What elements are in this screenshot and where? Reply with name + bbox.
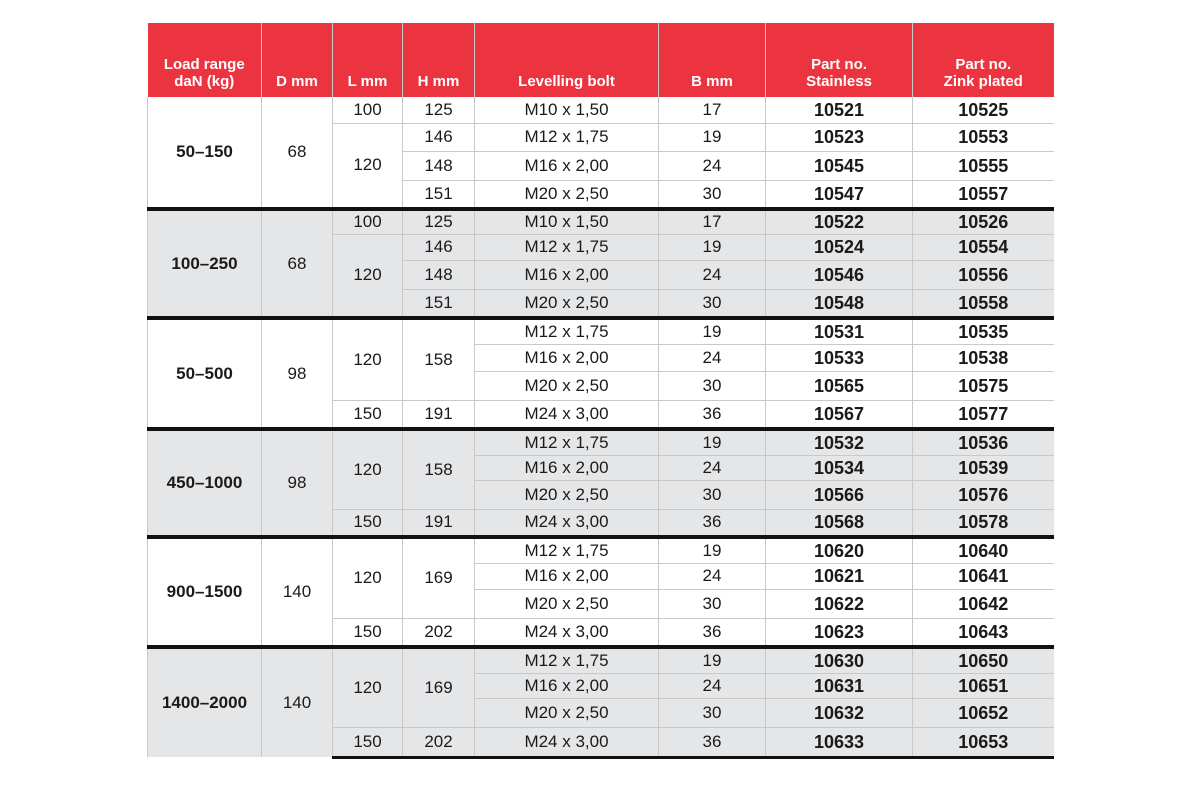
header-b: B mm [659, 23, 766, 97]
b-mm-cell: 36 [659, 618, 766, 647]
part-no-zink-cell: 10526 [913, 209, 1054, 234]
load-range-cell: 1400–2000 [148, 647, 262, 757]
l-mm-cell: 150 [333, 400, 403, 429]
l-mm-cell: 100 [333, 209, 403, 234]
b-mm-cell: 30 [659, 480, 766, 509]
b-mm-cell: 24 [659, 344, 766, 371]
part-no-stainless-cell: 10630 [766, 647, 913, 673]
part-no-stainless-cell: 10532 [766, 429, 913, 455]
b-mm-cell: 30 [659, 371, 766, 400]
part-no-stainless-cell: 10621 [766, 563, 913, 589]
levelling-bolt-cell: M12 x 1,75 [475, 537, 659, 563]
header-row [148, 23, 1054, 97]
b-mm-cell: 19 [659, 537, 766, 563]
b-mm-cell: 36 [659, 400, 766, 429]
part-no-zink-cell: 10578 [913, 509, 1054, 537]
b-mm-cell: 19 [659, 123, 766, 151]
part-no-stainless-cell: 10548 [766, 289, 913, 318]
levelling-bolt-cell: M20 x 2,50 [475, 180, 659, 209]
h-mm-cell: 148 [403, 151, 475, 180]
part-no-stainless-cell: 10632 [766, 698, 913, 727]
header-levelling-bolt: Levelling bolt [475, 23, 659, 97]
load-range-cell: 450–1000 [148, 429, 262, 537]
l-mm-cell: 120 [333, 234, 403, 318]
levelling-bolt-cell: M16 x 2,00 [475, 563, 659, 589]
levelling-bolt-cell: M10 x 1,50 [475, 209, 659, 234]
header-part-zink: Part no. Zink plated [913, 23, 1054, 97]
b-mm-cell: 19 [659, 234, 766, 260]
part-no-stainless-cell: 10522 [766, 209, 913, 234]
part-no-stainless-cell: 10622 [766, 589, 913, 618]
part-no-stainless-cell: 10547 [766, 180, 913, 209]
b-mm-cell: 24 [659, 673, 766, 698]
d-mm-cell: 98 [262, 429, 333, 537]
header-d: D mm [262, 23, 333, 97]
levelling-bolt-cell: M20 x 2,50 [475, 371, 659, 400]
h-mm-cell: 158 [403, 318, 475, 400]
l-mm-cell: 150 [333, 618, 403, 647]
levelling-bolt-cell: M20 x 2,50 [475, 589, 659, 618]
part-no-zink-cell: 10555 [913, 151, 1054, 180]
l-mm-cell: 120 [333, 429, 403, 509]
levelling-bolt-cell: M24 x 3,00 [475, 400, 659, 429]
h-mm-cell: 191 [403, 509, 475, 537]
l-mm-cell: 100 [333, 97, 403, 123]
part-no-stainless-cell: 10533 [766, 344, 913, 371]
part-no-zink-cell: 10556 [913, 260, 1054, 289]
b-mm-cell: 30 [659, 698, 766, 727]
d-mm-cell: 140 [262, 537, 333, 647]
h-mm-cell: 146 [403, 234, 475, 260]
part-no-zink-cell: 10553 [913, 123, 1054, 151]
table-row [148, 537, 1054, 563]
h-mm-cell: 158 [403, 429, 475, 509]
b-mm-cell: 36 [659, 509, 766, 537]
load-range-cell: 50–150 [148, 97, 262, 209]
h-mm-cell: 125 [403, 97, 475, 123]
h-mm-cell: 148 [403, 260, 475, 289]
part-no-stainless-cell: 10633 [766, 727, 913, 757]
table-row [148, 647, 1054, 673]
part-no-stainless-cell: 10568 [766, 509, 913, 537]
part-no-zink-cell: 10641 [913, 563, 1054, 589]
b-mm-cell: 19 [659, 318, 766, 344]
b-mm-cell: 30 [659, 289, 766, 318]
levelling-bolt-cell: M12 x 1,75 [475, 647, 659, 673]
part-no-stainless-cell: 10620 [766, 537, 913, 563]
levelling-bolt-cell: M24 x 3,00 [475, 618, 659, 647]
header-h: H mm [403, 23, 475, 97]
levelling-bolt-cell: M20 x 2,50 [475, 480, 659, 509]
table-row [148, 209, 1054, 234]
b-mm-cell: 30 [659, 589, 766, 618]
part-no-zink-cell: 10536 [913, 429, 1054, 455]
levelling-bolt-cell: M20 x 2,50 [475, 289, 659, 318]
load-range-cell: 900–1500 [148, 537, 262, 647]
spec-table [147, 23, 1054, 759]
part-no-zink-cell: 10558 [913, 289, 1054, 318]
h-mm-cell: 151 [403, 180, 475, 209]
b-mm-cell: 19 [659, 429, 766, 455]
h-mm-cell: 191 [403, 400, 475, 429]
part-no-zink-cell: 10640 [913, 537, 1054, 563]
part-no-zink-cell: 10538 [913, 344, 1054, 371]
part-no-stainless-cell: 10534 [766, 455, 913, 480]
part-no-stainless-cell: 10531 [766, 318, 913, 344]
part-no-stainless-cell: 10546 [766, 260, 913, 289]
b-mm-cell: 24 [659, 455, 766, 480]
levelling-bolt-cell: M16 x 2,00 [475, 344, 659, 371]
part-no-zink-cell: 10651 [913, 673, 1054, 698]
levelling-bolt-cell: M16 x 2,00 [475, 260, 659, 289]
h-mm-cell: 169 [403, 537, 475, 618]
header-part-stainless: Part no. Stainless [766, 23, 913, 97]
b-mm-cell: 30 [659, 180, 766, 209]
table-row [148, 97, 1054, 123]
d-mm-cell: 140 [262, 647, 333, 757]
header-load-range: Load range daN (kg) [148, 23, 262, 97]
part-no-zink-cell: 10642 [913, 589, 1054, 618]
l-mm-cell: 120 [333, 647, 403, 727]
b-mm-cell: 17 [659, 209, 766, 234]
l-mm-cell: 120 [333, 318, 403, 400]
part-no-stainless-cell: 10623 [766, 618, 913, 647]
part-no-zink-cell: 10525 [913, 97, 1054, 123]
table-body [148, 97, 1054, 757]
part-no-zink-cell: 10653 [913, 727, 1054, 757]
header-l: L mm [333, 23, 403, 97]
levelling-bolt-cell: M20 x 2,50 [475, 698, 659, 727]
b-mm-cell: 24 [659, 151, 766, 180]
h-mm-cell: 202 [403, 727, 475, 757]
part-no-zink-cell: 10652 [913, 698, 1054, 727]
levelling-bolt-cell: M24 x 3,00 [475, 509, 659, 537]
part-no-zink-cell: 10576 [913, 480, 1054, 509]
load-range-cell: 50–500 [148, 318, 262, 429]
d-mm-cell: 98 [262, 318, 333, 429]
levelling-bolt-cell: M12 x 1,75 [475, 429, 659, 455]
b-mm-cell: 19 [659, 647, 766, 673]
part-no-zink-cell: 10557 [913, 180, 1054, 209]
levelling-bolt-cell: M24 x 3,00 [475, 727, 659, 757]
part-no-zink-cell: 10650 [913, 647, 1054, 673]
part-no-zink-cell: 10575 [913, 371, 1054, 400]
part-no-zink-cell: 10577 [913, 400, 1054, 429]
load-range-cell: 100–250 [148, 209, 262, 318]
h-mm-cell: 169 [403, 647, 475, 727]
part-no-zink-cell: 10643 [913, 618, 1054, 647]
h-mm-cell: 125 [403, 209, 475, 234]
levelling-bolt-cell: M12 x 1,75 [475, 123, 659, 151]
b-mm-cell: 24 [659, 260, 766, 289]
levelling-bolt-cell: M12 x 1,75 [475, 318, 659, 344]
part-no-zink-cell: 10554 [913, 234, 1054, 260]
table-row [148, 318, 1054, 344]
part-no-stainless-cell: 10631 [766, 673, 913, 698]
h-mm-cell: 146 [403, 123, 475, 151]
part-no-zink-cell: 10535 [913, 318, 1054, 344]
levelling-bolt-cell: M10 x 1,50 [475, 97, 659, 123]
part-no-stainless-cell: 10565 [766, 371, 913, 400]
part-no-stainless-cell: 10567 [766, 400, 913, 429]
l-mm-cell: 120 [333, 123, 403, 209]
b-mm-cell: 24 [659, 563, 766, 589]
levelling-bolt-cell: M16 x 2,00 [475, 455, 659, 480]
h-mm-cell: 151 [403, 289, 475, 318]
table-row [148, 429, 1054, 455]
l-mm-cell: 150 [333, 727, 403, 757]
part-no-stainless-cell: 10524 [766, 234, 913, 260]
b-mm-cell: 17 [659, 97, 766, 123]
levelling-bolt-cell: M16 x 2,00 [475, 673, 659, 698]
l-mm-cell: 150 [333, 509, 403, 537]
levelling-bolt-cell: M16 x 2,00 [475, 151, 659, 180]
levelling-bolt-cell: M12 x 1,75 [475, 234, 659, 260]
h-mm-cell: 202 [403, 618, 475, 647]
part-no-zink-cell: 10539 [913, 455, 1054, 480]
part-no-stainless-cell: 10523 [766, 123, 913, 151]
part-no-stainless-cell: 10521 [766, 97, 913, 123]
l-mm-cell: 120 [333, 537, 403, 618]
d-mm-cell: 68 [262, 97, 333, 209]
d-mm-cell: 68 [262, 209, 333, 318]
part-no-stainless-cell: 10545 [766, 151, 913, 180]
b-mm-cell: 36 [659, 727, 766, 757]
part-no-stainless-cell: 10566 [766, 480, 913, 509]
